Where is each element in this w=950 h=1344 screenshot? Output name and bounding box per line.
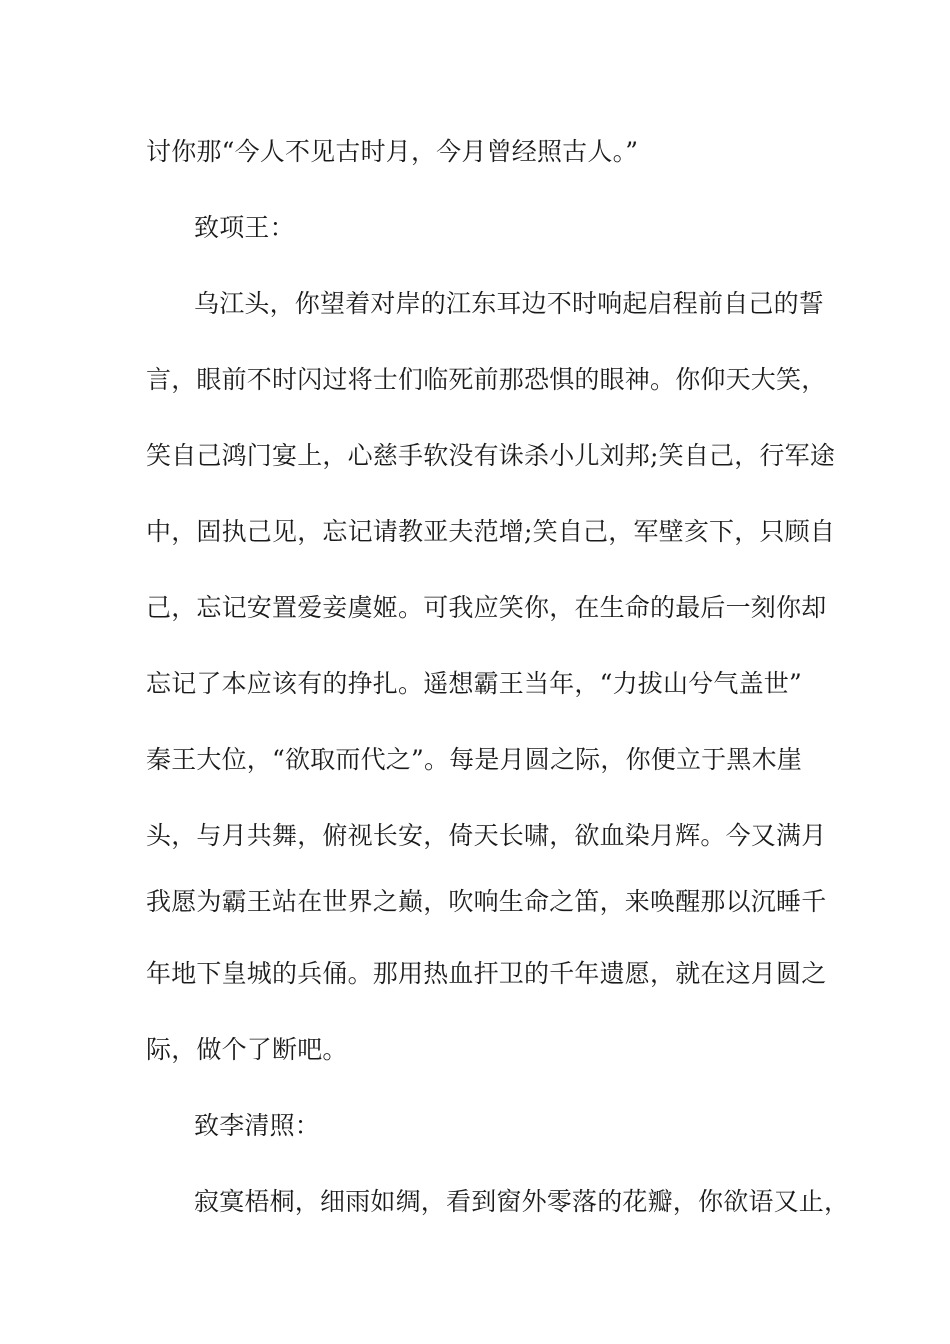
paragraph-line: 年地下皇城的兵俑。那用热血扞卫的千年遗愿，就在这月圆之 — [146, 959, 827, 988]
heading-to-li-qingzhao: 致李清照： — [194, 1111, 321, 1140]
paragraph-line: 言，眼前不时闪过将士们临死前那恐惧的眼神。你仰天大笑， — [146, 365, 827, 394]
paragraph-line: 乌江头，你望着对岸的江东耳边不时响起启程前自己的誓 — [194, 289, 825, 318]
paragraph-line: 我愿为霸王站在世界之巅，吹响生命之笛，来唤醒那以沉睡千 — [146, 887, 827, 916]
paragraph-line: 中，固执己见，忘记请教亚夫范增;笑自己，军壁亥下，只顾自 — [146, 517, 836, 546]
heading-to-xiang-wang: 致项王： — [194, 213, 295, 242]
paragraph-line: 秦王大位，“欲取而代之”。每是月圆之际，你便立于黑木崖 — [146, 745, 802, 774]
paragraph-line: 寂寞梧桐，细雨如绸，看到窗外零落的花瓣，你欲语又止， — [194, 1187, 850, 1216]
paragraph-line: 头，与月共舞，俯视长安，倚天长啸，欲血染月辉。今又满月 — [146, 821, 827, 850]
paragraph-line: 际，做个了断吧。 — [146, 1035, 348, 1064]
paragraph-line: 己，忘记安置爱妾虞姬。可我应笑你，在生命的最后一刻你却 — [146, 593, 827, 622]
paragraph-line: 忘记了本应该有的挣扎。遥想霸王当年，“力拔山兮气盖世” — [146, 669, 802, 698]
paragraph-line-continuation: 讨你那“今人不见古时月，今月曾经照古人。” — [146, 137, 639, 166]
paragraph-line: 笑自己鸿门宴上，心慈手软没有诛杀小儿刘邦;笑自己，行军途 — [146, 441, 836, 470]
